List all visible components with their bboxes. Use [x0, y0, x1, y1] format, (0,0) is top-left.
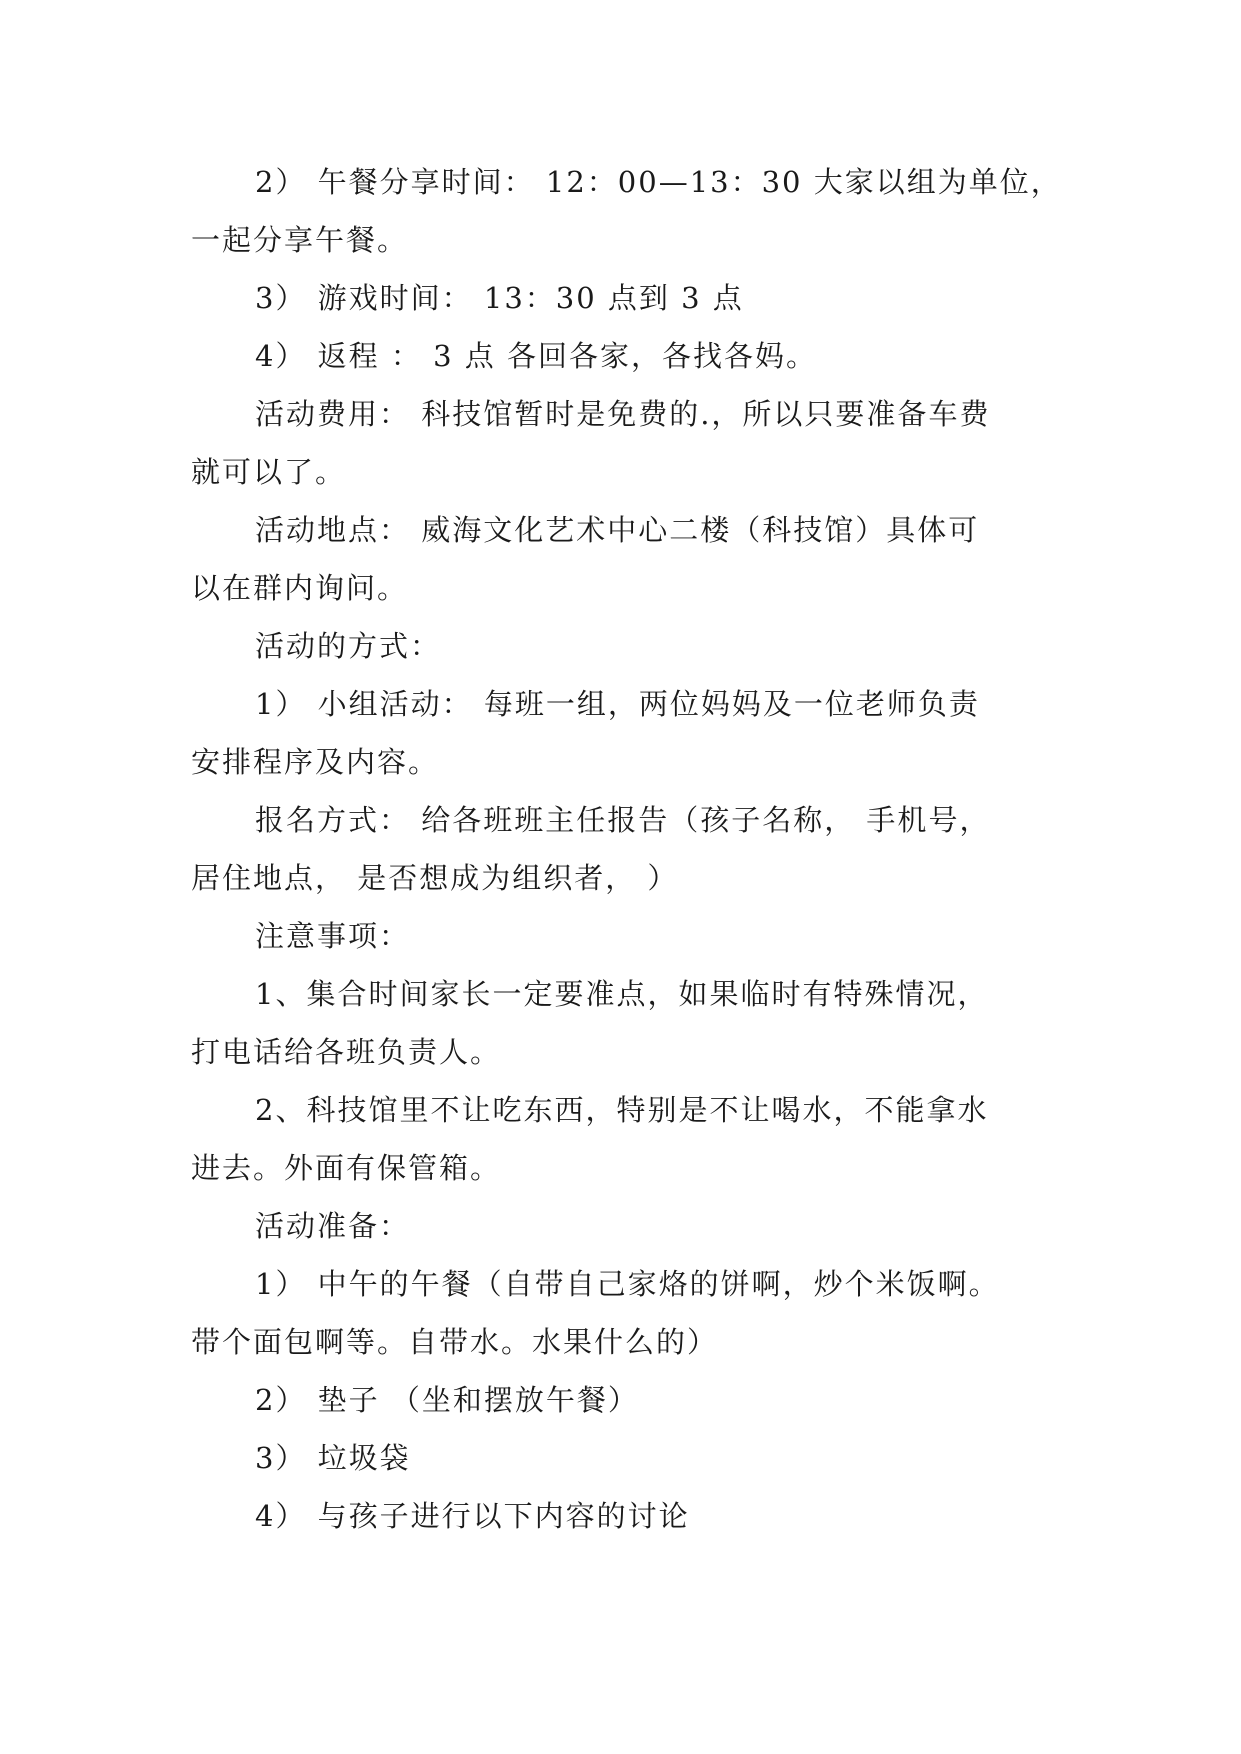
text-line: 2） 午餐分享时间： 12：00—13：30 大家以组为单位，: [255, 165, 1062, 199]
text-line: 进去。外面有保管箱。: [191, 1151, 502, 1185]
text-line: 以在群内询问。: [191, 571, 409, 605]
text-line: 4） 返程 ： 3 点 各回各家，各找各妈。: [255, 339, 817, 373]
text-line: 1） 中午的午餐（自带自己家烙的饼啊，炒个米饭啊。: [255, 1267, 1000, 1301]
text-line: 活动准备：: [255, 1209, 411, 1243]
text-line: 3） 垃圾袋: [255, 1441, 411, 1475]
text-line: 活动费用： 科技馆暂时是免费的.，所以只要准备车费: [255, 397, 991, 431]
text-line: 就可以了。: [191, 455, 347, 489]
text-line: 4） 与孩子进行以下内容的讨论: [255, 1499, 690, 1533]
text-line: 1） 小组活动： 每班一组，两位妈妈及一位老师负责: [255, 687, 980, 721]
text-line: 报名方式： 给各班班主任报告（孩子名称， 手机号，: [255, 803, 991, 837]
text-line: 一起分享午餐。: [191, 223, 409, 257]
text-line: 安排程序及内容。: [191, 745, 440, 779]
text-line: 活动的方式：: [255, 629, 442, 663]
text-line: 居住地点， 是否想成为组织者， ）: [191, 861, 679, 895]
text-line: 2） 垫子 （坐和摆放午餐）: [255, 1383, 639, 1417]
text-line: 2、科技馆里不让吃东西，特别是不让喝水，不能拿水: [255, 1093, 989, 1127]
document-body: [191, 153, 1061, 1545]
text-line: 打电话给各班负责人。: [191, 1035, 502, 1069]
text-line: 活动地点： 威海文化艺术中心二楼（科技馆）具体可: [255, 513, 980, 547]
text-line: 注意事项：: [255, 919, 411, 953]
text-line: 带个面包啊等。自带水。水果什么的）: [191, 1325, 719, 1359]
text-line: 3） 游戏时间： 13：30 点到 3 点: [255, 281, 744, 315]
text-line: 1、集合时间家长一定要准点，如果临时有特殊情况，: [255, 977, 989, 1011]
